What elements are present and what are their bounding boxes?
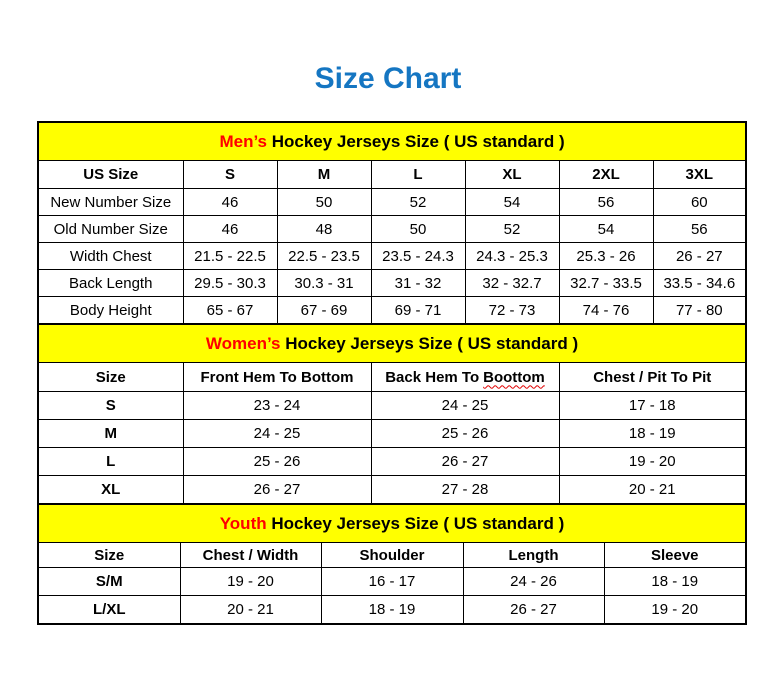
size-value-cell: 26 - 27	[463, 596, 604, 625]
table-row	[38, 392, 746, 420]
size-value-cell: 24 - 26	[463, 568, 604, 596]
table-row	[38, 476, 746, 505]
column-header-cell: Length	[463, 543, 604, 568]
table-row	[38, 216, 746, 243]
size-tables	[37, 121, 745, 625]
size-value-cell: 54	[559, 216, 653, 243]
size-value-cell: 19 - 20	[559, 448, 746, 476]
size-value-cell: 56	[559, 189, 653, 216]
size-value-cell: 27 - 28	[371, 476, 559, 505]
size-value-cell: 25 - 26	[371, 420, 559, 448]
size-value-cell: 69 - 71	[371, 297, 465, 325]
size-value-cell: 18 - 19	[559, 420, 746, 448]
column-header-cell: Chest / Width	[180, 543, 321, 568]
row-label-cell: Old Number Size	[38, 216, 183, 243]
row-label-cell: L	[38, 448, 183, 476]
row-label-cell: M	[38, 420, 183, 448]
size-value-cell: 60	[653, 189, 746, 216]
mens-section-title-highlight: Men’s	[219, 131, 267, 151]
mens-size-table	[37, 121, 747, 325]
row-label-cell: XL	[38, 476, 183, 505]
womens-size-table	[37, 323, 747, 505]
size-value-cell: 50	[277, 189, 371, 216]
column-header-cell: Size	[38, 543, 180, 568]
column-header-cell: 3XL	[653, 161, 746, 189]
row-label-cell: New Number Size	[38, 189, 183, 216]
size-value-cell: 16 - 17	[321, 568, 463, 596]
column-header-cell: L	[371, 161, 465, 189]
mens-header-row	[38, 161, 746, 189]
size-value-cell: 26 - 27	[183, 476, 371, 505]
column-header-cell: 2XL	[559, 161, 653, 189]
column-header-cell: Size	[38, 363, 183, 392]
page-title: Size Chart	[314, 62, 462, 95]
column-header-cell-back-hem	[371, 363, 559, 392]
size-value-cell: 67 - 69	[277, 297, 371, 325]
row-label-cell: S/M	[38, 568, 180, 596]
size-value-cell: 21.5 - 22.5	[183, 243, 277, 270]
table-row	[38, 568, 746, 596]
mens-section-title	[38, 122, 746, 161]
column-header-cell: M	[277, 161, 371, 189]
womens-section-title-rest: Hockey Jerseys Size ( US standard )	[280, 333, 579, 353]
size-value-cell: 46	[183, 216, 277, 243]
row-label-cell: Back Length	[38, 270, 183, 297]
row-label-cell: S	[38, 392, 183, 420]
table-row	[38, 189, 746, 216]
table-row	[38, 297, 746, 325]
column-header-cell: Front Hem To Bottom	[183, 363, 371, 392]
size-value-cell: 77 - 80	[653, 297, 746, 325]
size-value-cell: 56	[653, 216, 746, 243]
womens-header-row	[38, 363, 746, 392]
size-value-cell: 23.5 - 24.3	[371, 243, 465, 270]
size-value-cell: 52	[371, 189, 465, 216]
size-value-cell: 19 - 20	[604, 596, 746, 625]
size-value-cell: 17 - 18	[559, 392, 746, 420]
column-header-cell: Sleeve	[604, 543, 746, 568]
size-value-cell: 20 - 21	[559, 476, 746, 505]
size-value-cell: 32 - 32.7	[465, 270, 559, 297]
size-value-cell: 20 - 21	[180, 596, 321, 625]
size-value-cell: 33.5 - 34.6	[653, 270, 746, 297]
size-value-cell: 22.5 - 23.5	[277, 243, 371, 270]
size-value-cell: 24 - 25	[371, 392, 559, 420]
size-value-cell: 29.5 - 30.3	[183, 270, 277, 297]
table-row	[38, 448, 746, 476]
size-value-cell: 72 - 73	[465, 297, 559, 325]
size-value-cell: 50	[371, 216, 465, 243]
youth-header-row	[38, 543, 746, 568]
youth-section-title	[38, 504, 746, 543]
size-value-cell: 24 - 25	[183, 420, 371, 448]
back-hem-label: Back Hem To	[385, 368, 480, 386]
row-label-cell: Body Height	[38, 297, 183, 325]
column-header-cell: XL	[465, 161, 559, 189]
size-value-cell: 54	[465, 189, 559, 216]
size-value-cell: 25.3 - 26	[559, 243, 653, 270]
size-value-cell: 65 - 67	[183, 297, 277, 325]
table-row	[38, 243, 746, 270]
column-header-cell: US Size	[38, 161, 183, 189]
size-value-cell: 31 - 32	[371, 270, 465, 297]
size-value-cell: 30.3 - 31	[277, 270, 371, 297]
womens-section-title-highlight: Women’s	[205, 333, 281, 353]
youth-size-table	[37, 503, 747, 625]
size-value-cell: 18 - 19	[321, 596, 463, 625]
womens-section-title-row	[38, 324, 746, 363]
size-value-cell: 46	[183, 189, 277, 216]
size-value-cell: 26 - 27	[653, 243, 746, 270]
size-value-cell: 32.7 - 33.5	[559, 270, 653, 297]
size-value-cell: 24.3 - 25.3	[465, 243, 559, 270]
table-row	[38, 596, 746, 625]
youth-section-title-row	[38, 504, 746, 543]
size-value-cell: 25 - 26	[183, 448, 371, 476]
mens-section-title-row	[38, 122, 746, 161]
row-label-cell: Width Chest	[38, 243, 183, 270]
mens-section-title-rest: Hockey Jerseys Size ( US standard )	[267, 131, 565, 151]
misspelled-word-spellcheck-underline: Boottom	[483, 368, 545, 386]
womens-section-title	[38, 324, 746, 363]
column-header-cell: Chest / Pit To Pit	[559, 363, 746, 392]
row-label-cell: L/XL	[38, 596, 180, 625]
size-value-cell: 48	[277, 216, 371, 243]
size-value-cell: 19 - 20	[180, 568, 321, 596]
column-header-cell: S	[183, 161, 277, 189]
size-value-cell: 26 - 27	[371, 448, 559, 476]
youth-section-title-rest: Hockey Jerseys Size ( US standard )	[266, 513, 565, 533]
size-value-cell: 74 - 76	[559, 297, 653, 325]
table-row	[38, 270, 746, 297]
column-header-cell: Shoulder	[321, 543, 463, 568]
youth-section-title-highlight: Youth	[219, 513, 267, 533]
size-value-cell: 52	[465, 216, 559, 243]
size-value-cell: 23 - 24	[183, 392, 371, 420]
table-row	[38, 420, 746, 448]
size-value-cell: 18 - 19	[604, 568, 746, 596]
